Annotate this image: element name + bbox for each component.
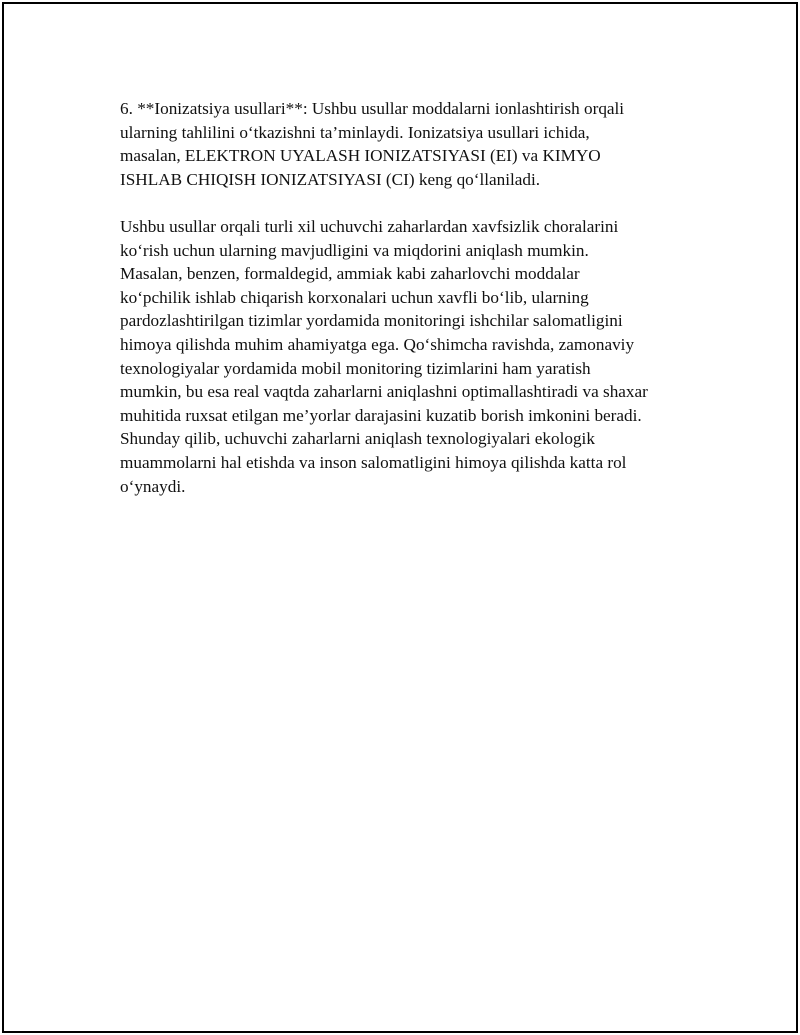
text-line: o‘ynaydi.	[120, 476, 186, 496]
document-body	[120, 97, 690, 498]
text-line: ko‘pchilik ishlab chiqarish korxonalari uchun xavfli bo‘lib, ularning	[120, 287, 589, 307]
text-line: 6. **Ionizatsiya usullari**: Ushbu usullar moddalarni ionlashtirish orqali	[120, 99, 625, 118]
text-line: ko‘rish uchun ularning mavjudligini va miqdorini aniqlash mumkin.	[120, 240, 589, 260]
text-line: ularning tahlilini o‘tkazishni ta’minlaydi. Ionizatsiya usullari ichida,	[120, 122, 590, 142]
text-line: Shunday qilib, uchuvchi zaharlarni aniqlash texnologiyalari ekologik	[120, 429, 595, 449]
text-line: muhitida ruxsat etilgan me’yorlar darajasini kuzatib borish imkonini beradi.	[120, 405, 642, 425]
text-line: himoya qilishda muhim ahamiyatga ega. Qo‘shimcha ravishda, zamonaviy	[120, 334, 635, 354]
text-line: masalan, ELEKTRON UYALASH IONIZATSIYASI (EI) va KIMYO	[120, 146, 601, 166]
text-line: mumkin, bu esa real vaqtda zaharlarni aniqlashni optimallashtiradi va shaxar	[120, 382, 648, 402]
paragraph-ionization-methods	[120, 97, 690, 191]
text-line: texnologiyalar yordamida mobil monitoring tizimlarini ham yaratish	[120, 358, 591, 378]
text-line: Masalan, benzen, formaldegid, ammiak kabi zaharlovchi moddalar	[120, 264, 580, 284]
text-line: ISHLAB CHIQISH IONIZATSIYASI (CI) keng qo‘llaniladi.	[120, 169, 541, 189]
document-page	[2, 2, 798, 1033]
text-line: muammolarni hal etishda va inson salomatligini himoya qilishda katta rol	[120, 452, 627, 472]
text-line: Ushbu usullar orqali turli xil uchuvchi zaharlardan xavfsizlik choralarini	[120, 216, 619, 236]
paragraph-monitoring	[120, 215, 690, 498]
text-line: pardozlashtirilgan tizimlar yordamida monitoringi ishchilar salomatligini	[120, 311, 623, 331]
